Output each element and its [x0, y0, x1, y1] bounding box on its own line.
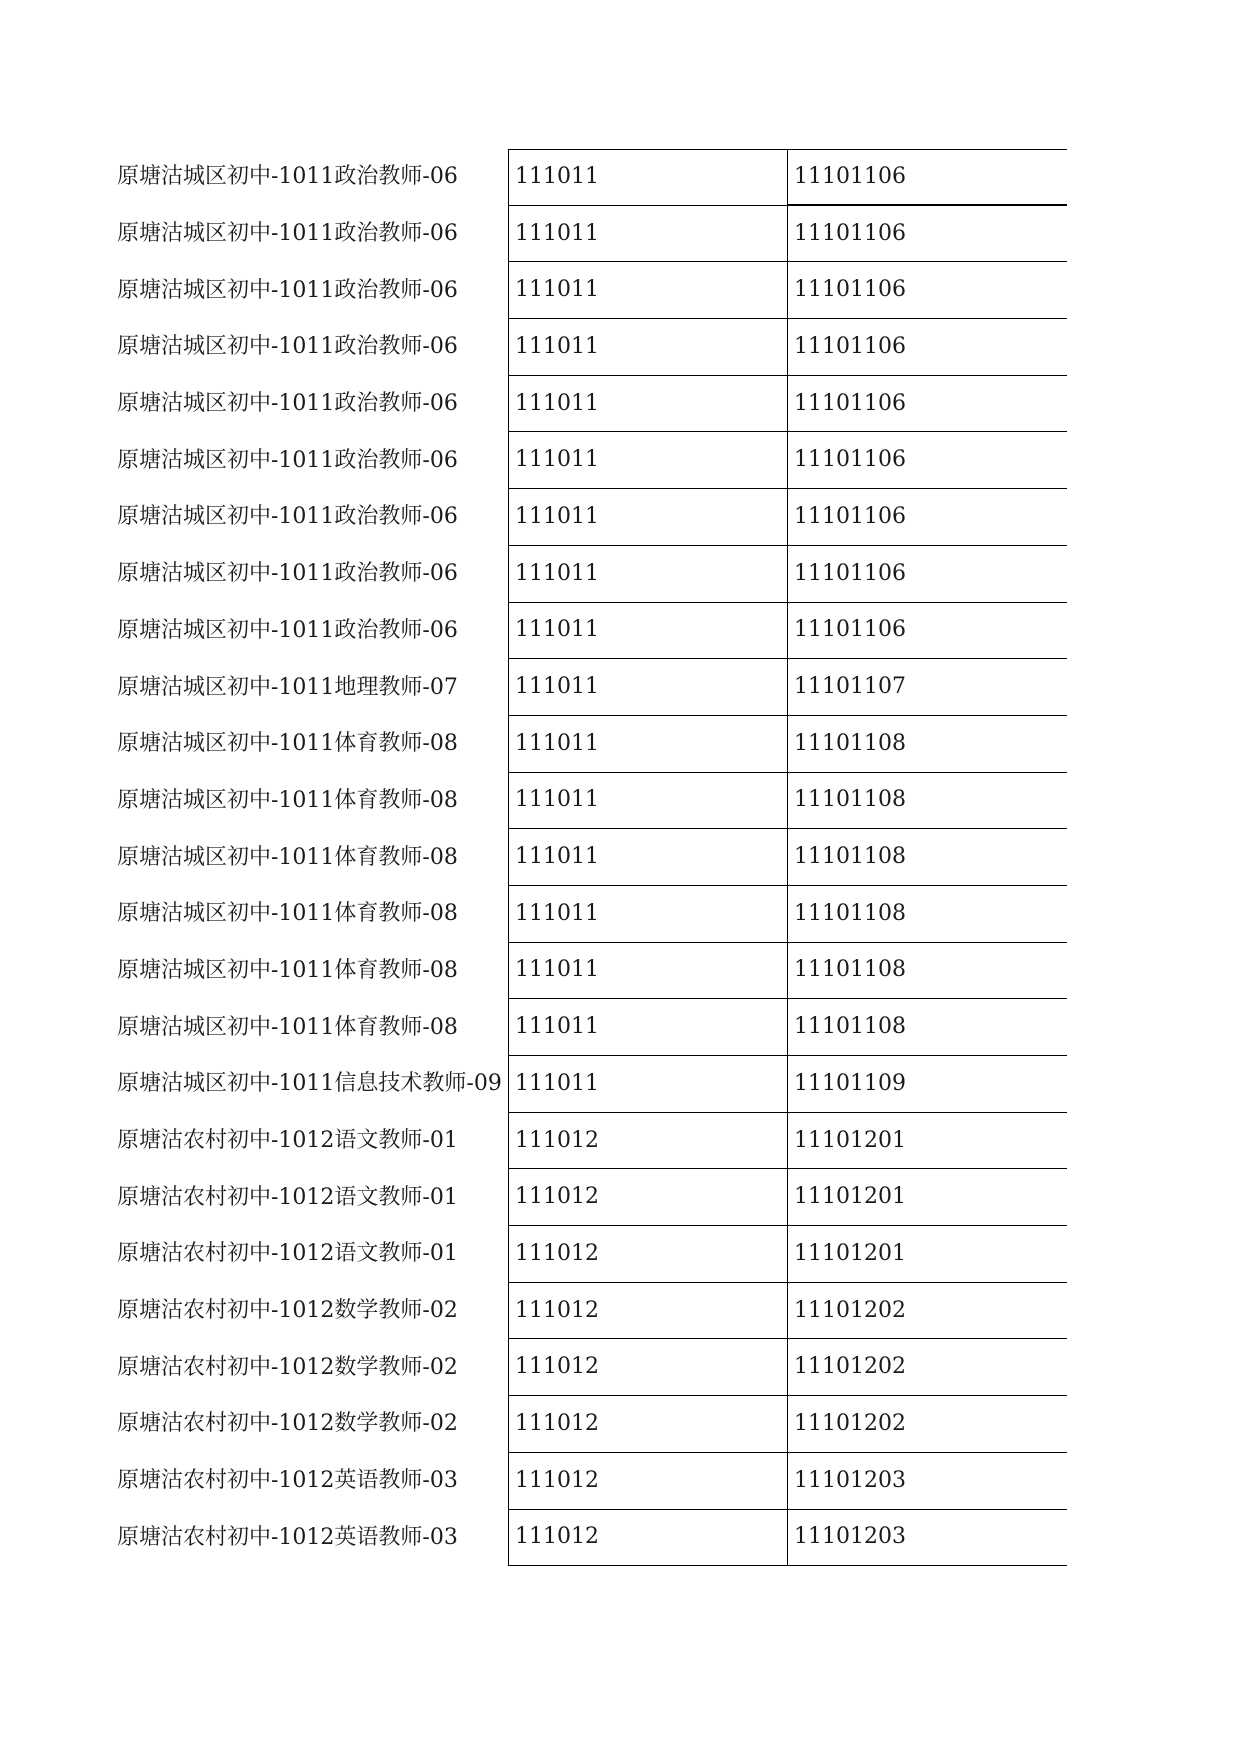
table-row: [0, 999, 1241, 1056]
position-code-cell: 111011: [508, 603, 787, 660]
table-row: [0, 716, 1241, 773]
position-id-cell: 11101106: [787, 149, 1067, 206]
position-id-cell: 11101202: [787, 1339, 1067, 1396]
position-name-cell: 原塘沽农村初中-1012英语教师-03: [117, 1524, 458, 1550]
table-row: [0, 1283, 1241, 1340]
position-id-cell: 11101202: [787, 1396, 1067, 1453]
position-name-cell: 原塘沽城区初中-1011体育教师-08: [117, 731, 458, 757]
position-code-cell: 111011: [508, 489, 787, 546]
position-id-cell: 11101201: [787, 1226, 1067, 1283]
position-code-cell: 111011: [508, 999, 787, 1056]
position-name-cell: 原塘沽城区初中-1011政治教师-06: [117, 391, 458, 417]
position-code-cell: 111011: [508, 659, 787, 716]
position-name-cell: 原塘沽农村初中-1012数学教师-02: [117, 1354, 458, 1380]
position-code-cell: 111011: [508, 829, 787, 886]
position-code-cell: 111011: [508, 773, 787, 830]
table-row: [0, 1396, 1241, 1453]
position-id-cell: 11101108: [787, 943, 1067, 1000]
position-code-cell: 111011: [508, 262, 787, 319]
table-row: [0, 262, 1241, 319]
position-name-cell: 原塘沽城区初中-1011体育教师-08: [117, 787, 458, 813]
position-name-cell: 原塘沽城区初中-1011体育教师-08: [117, 957, 458, 983]
table-row: [0, 1453, 1241, 1510]
position-code-cell: 111011: [508, 1056, 787, 1113]
position-id-cell: 11101202: [787, 1283, 1067, 1340]
position-code-cell: 111012: [508, 1510, 787, 1567]
position-name-cell: 原塘沽农村初中-1012数学教师-02: [117, 1298, 458, 1324]
position-id-cell: 11101106: [787, 206, 1067, 263]
table-row: [0, 1169, 1241, 1226]
position-name-cell: 原塘沽城区初中-1011政治教师-06: [117, 334, 458, 360]
position-code-cell: 111012: [508, 1283, 787, 1340]
table-row: [0, 319, 1241, 376]
table-row: [0, 829, 1241, 886]
position-name-cell: 原塘沽城区初中-1011体育教师-08: [117, 901, 458, 927]
position-id-cell: 11101203: [787, 1453, 1067, 1510]
data-table: [0, 149, 1241, 1566]
table-row: [0, 773, 1241, 830]
position-id-cell: 11101108: [787, 773, 1067, 830]
position-id-cell: 11101106: [787, 603, 1067, 660]
position-name-cell: 原塘沽城区初中-1011政治教师-06: [117, 504, 458, 530]
table-row: [0, 489, 1241, 546]
position-name-cell: 原塘沽城区初中-1011政治教师-06: [117, 617, 458, 643]
position-code-cell: 111011: [508, 319, 787, 376]
table-row: [0, 1510, 1241, 1567]
position-code-cell: 111011: [508, 206, 787, 263]
position-code-cell: 111011: [508, 886, 787, 943]
position-id-cell: 11101106: [787, 319, 1067, 376]
position-name-cell: 原塘沽城区初中-1011体育教师-08: [117, 1014, 458, 1040]
position-code-cell: 111012: [508, 1113, 787, 1170]
position-id-cell: 11101106: [787, 546, 1067, 603]
table-row: [0, 1226, 1241, 1283]
position-id-cell: 11101109: [787, 1056, 1067, 1113]
table-row: [0, 943, 1241, 1000]
position-id-cell: 11101106: [787, 489, 1067, 546]
position-name-cell: 原塘沽城区初中-1011政治教师-06: [117, 164, 458, 190]
position-name-cell: 原塘沽农村初中-1012英语教师-03: [117, 1468, 458, 1494]
position-name-cell: 原塘沽城区初中-1011体育教师-08: [117, 844, 458, 870]
position-id-cell: 11101203: [787, 1510, 1067, 1567]
table-row: [0, 546, 1241, 603]
position-id-cell: 11101201: [787, 1169, 1067, 1226]
position-code-cell: 111011: [508, 149, 787, 206]
table-row: [0, 206, 1241, 263]
position-name-cell: 原塘沽城区初中-1011信息技术教师-09: [117, 1071, 502, 1097]
position-id-cell: 11101106: [787, 262, 1067, 319]
position-name-cell: 原塘沽农村初中-1012语文教师-01: [117, 1241, 458, 1267]
position-name-cell: 原塘沽城区初中-1011政治教师-06: [117, 221, 458, 247]
position-id-cell: 11101108: [787, 999, 1067, 1056]
position-code-cell: 111012: [508, 1169, 787, 1226]
position-name-cell: 原塘沽城区初中-1011政治教师-06: [117, 447, 458, 473]
position-code-cell: 111012: [508, 1396, 787, 1453]
position-code-cell: 111011: [508, 943, 787, 1000]
position-name-cell: 原塘沽农村初中-1012语文教师-01: [117, 1184, 458, 1210]
table-row: [0, 376, 1241, 433]
position-id-cell: 11101201: [787, 1113, 1067, 1170]
position-name-cell: 原塘沽农村初中-1012语文教师-01: [117, 1128, 458, 1154]
position-code-cell: 111011: [508, 376, 787, 433]
position-name-cell: 原塘沽农村初中-1012数学教师-02: [117, 1411, 458, 1437]
table-row: [0, 886, 1241, 943]
position-code-cell: 111012: [508, 1453, 787, 1510]
table-row: [0, 603, 1241, 660]
position-id-cell: 11101106: [787, 376, 1067, 433]
position-name-cell: 原塘沽城区初中-1011政治教师-06: [117, 561, 458, 587]
table-row: [0, 1113, 1241, 1170]
table-row: [0, 432, 1241, 489]
position-name-cell: 原塘沽城区初中-1011地理教师-07: [117, 674, 458, 700]
position-id-cell: 11101108: [787, 829, 1067, 886]
table-row: [0, 659, 1241, 716]
table-row: [0, 1339, 1241, 1396]
position-name-cell: 原塘沽城区初中-1011政治教师-06: [117, 277, 458, 303]
position-code-cell: 111011: [508, 432, 787, 489]
position-id-cell: 11101108: [787, 886, 1067, 943]
position-id-cell: 11101106: [787, 432, 1067, 489]
position-code-cell: 111012: [508, 1226, 787, 1283]
position-code-cell: 111012: [508, 1339, 787, 1396]
position-code-cell: 111011: [508, 716, 787, 773]
position-id-cell: 11101107: [787, 659, 1067, 716]
position-code-cell: 111011: [508, 546, 787, 603]
position-id-cell: 11101108: [787, 716, 1067, 773]
table-row: [0, 149, 1241, 206]
table-row: [0, 1056, 1241, 1113]
